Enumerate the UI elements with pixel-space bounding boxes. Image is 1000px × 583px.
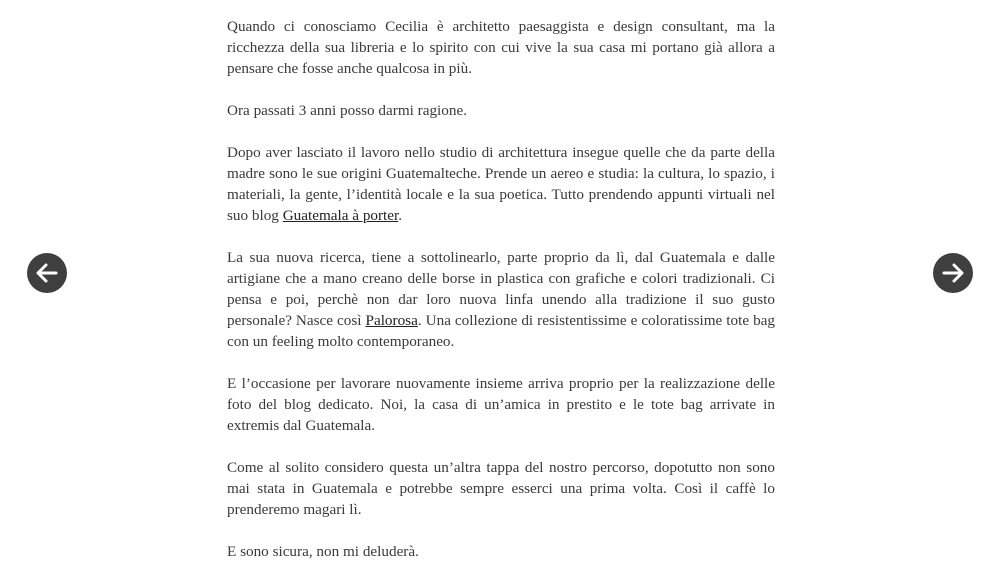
previous-post-button[interactable] <box>27 253 67 293</box>
article-body <box>227 16 775 583</box>
paragraph-3-text: Dopo aver lasciato il lavoro nello studio di architettura insegue quelle che da parte della madre sono le sue origini Guatemalteche. Prende un aereo e studia: la cultura, lo spazio, i materiali, la gente, l’identità locale e la sua poetica. Tutto prendendo appunti virtuali nel suo blog <box>227 144 775 224</box>
arrow-left-icon <box>34 260 60 286</box>
paragraph-7: E sono sicura, non mi deluderà. <box>227 543 419 560</box>
guatemala-a-porter-link[interactable]: Guatemala à porter <box>282 207 399 224</box>
paragraph-6: Come al solito considero questa un’altra tappa del nostro percorso, dopotutto non sono mai stata in Guatemala e potrebbe sempre esserci una prima volta. Così il caffè lo prenderemo magari lì. <box>227 459 775 518</box>
palorosa-link[interactable]: Palorosa <box>365 312 418 329</box>
paragraph-3 <box>227 142 775 226</box>
paragraph-4 <box>227 247 775 352</box>
arrow-right-icon <box>940 260 966 286</box>
paragraph-4-text: La sua nuova ricerca, tiene a sottolinearlo, parte proprio da lì, dal Guatemala e dalle artigiane che a mano creano delle borse in plastica con grafiche e colori tradizionali. Ci pensa e poi, perchè non dar loro nuova linfa unendo alla tradizione il suo gusto personale? Nasce così <box>227 249 775 329</box>
next-post-button[interactable] <box>933 253 973 293</box>
paragraph-5: E l’occasione per lavorare nuovamente insieme arriva proprio per la realizzazione delle foto del blog dedicato. Noi, la casa di un’amica in prestito e le tote bag arrivate in extremis dal Guatemala. <box>227 375 775 434</box>
paragraph-2: Ora passati 3 anni posso darmi ragione. <box>227 102 467 119</box>
paragraph-1: Quando ci conosciamo Cecilia è architetto paesaggista e design consultant, ma la ricchezza della sua libreria e lo spirito con cui vive la sua casa mi portano già allora a pensare che fosse anche qualcosa in più. <box>227 18 775 77</box>
paragraph-3-end: . <box>398 207 403 224</box>
paragraph-4-end: . Una collezione di resistentissime e coloratissime tote bag con un feeling molto contemporaneo. <box>227 312 776 350</box>
